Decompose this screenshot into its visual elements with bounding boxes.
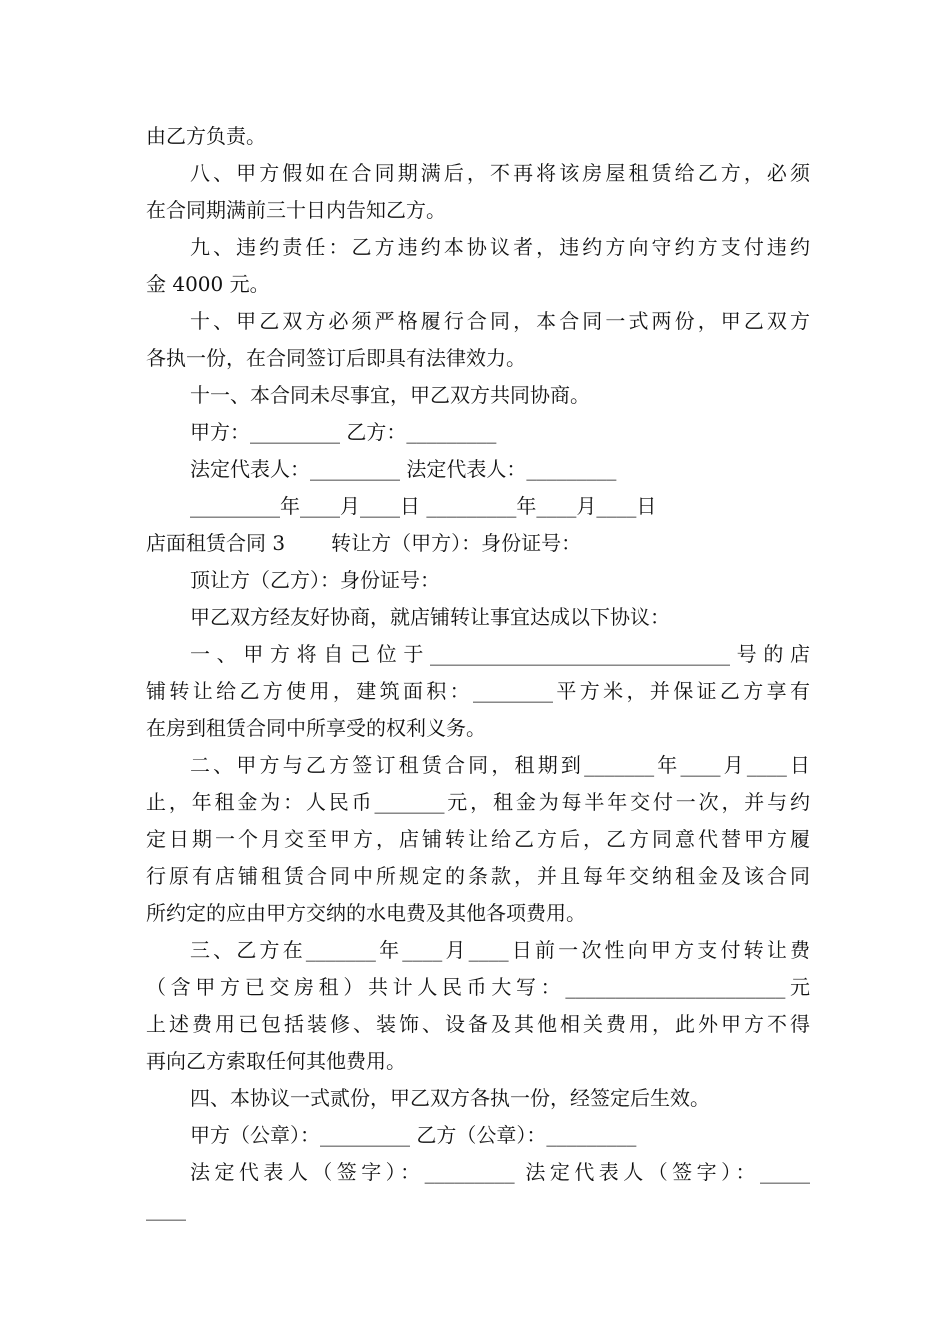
signature-line: 法定代表人：_________ 法定代表人：_________ <box>190 457 617 481</box>
contract-title: 店面租赁合同 3 <box>146 531 286 555</box>
text-line: 二、甲方与乙方签订租赁合同，租期到_______年____月____日 <box>190 753 810 777</box>
text-line: 所约定的应由甲方交纳的水电费及其他各项费用。 <box>146 901 586 925</box>
text-line: 四、本协议一式贰份，甲乙双方各执一份，经签定后生效。 <box>190 1086 710 1110</box>
text-line: 三、乙方在_______年____月____日前一次性向甲方支付转让费 <box>190 938 810 962</box>
text-line: 由乙方负责。 <box>146 124 266 148</box>
text-line: 九、违约责任：乙方违约本协议者，违约方向守约方支付违约 <box>190 235 810 259</box>
signature-line: 甲方（公章）：_________ 乙方（公章）：_________ <box>190 1123 637 1147</box>
signature-line: 甲方：_________ 乙方：_________ <box>190 420 497 444</box>
text-line: （含甲方已交房租）共计人民币大写：______________________元 <box>146 975 810 999</box>
text-line: 各执一份，在合同签订后即具有法律效力。 <box>146 346 526 370</box>
transferor-line: 转让方（甲方）：身份证号： <box>331 531 582 555</box>
text-line: 顶让方（乙方）：身份证号： <box>190 568 440 592</box>
text-line: 金 4000 元。 <box>146 272 270 296</box>
text-line: 一、甲方将自己位于______________________________号的店 <box>190 642 810 666</box>
text-line: 八、甲方假如在合同期满后，不再将该房屋租赁给乙方，必须 <box>190 161 810 185</box>
text-line: 十一、本合同未尽事宜，甲乙双方共同协商。 <box>190 383 590 407</box>
text-line: 再向乙方索取任何其他费用。 <box>146 1049 406 1073</box>
text-line: 止，年租金为：人民币_______元，租金为每半年交付一次，并与约 <box>146 790 810 814</box>
text-line: ____ <box>146 1197 186 1221</box>
text-line: 在合同期满前三十日内告知乙方。 <box>146 198 446 222</box>
text-line: 定日期一个月交至甲方，店铺转让给乙方后，乙方同意代替甲方履 <box>146 827 810 851</box>
date-line: _________年____月____日 _________年____月____日 <box>190 494 657 518</box>
signature-line: 法定代表人（签字）：_________ 法定代表人（签字）：_____ <box>190 1160 810 1184</box>
text-line: 铺转让给乙方使用，建筑面积：________平方米，并保证乙方享有 <box>146 679 810 703</box>
text-line: 在房到租赁合同中所享受的权利义务。 <box>146 716 486 740</box>
text-line: 十、甲乙双方必须严格履行合同，本合同一式两份，甲乙双方 <box>190 309 810 333</box>
text-line: 上述费用已包括装修、装饰、设备及其他相关费用，此外甲方不得 <box>146 1012 810 1036</box>
section-heading-line <box>146 525 810 562</box>
text-line: 行原有店铺租赁合同中所规定的条款，并且每年交纳租金及该合同 <box>146 864 810 888</box>
text-line: 甲乙双方经友好协商，就店铺转让事宜达成以下协议： <box>190 605 670 629</box>
